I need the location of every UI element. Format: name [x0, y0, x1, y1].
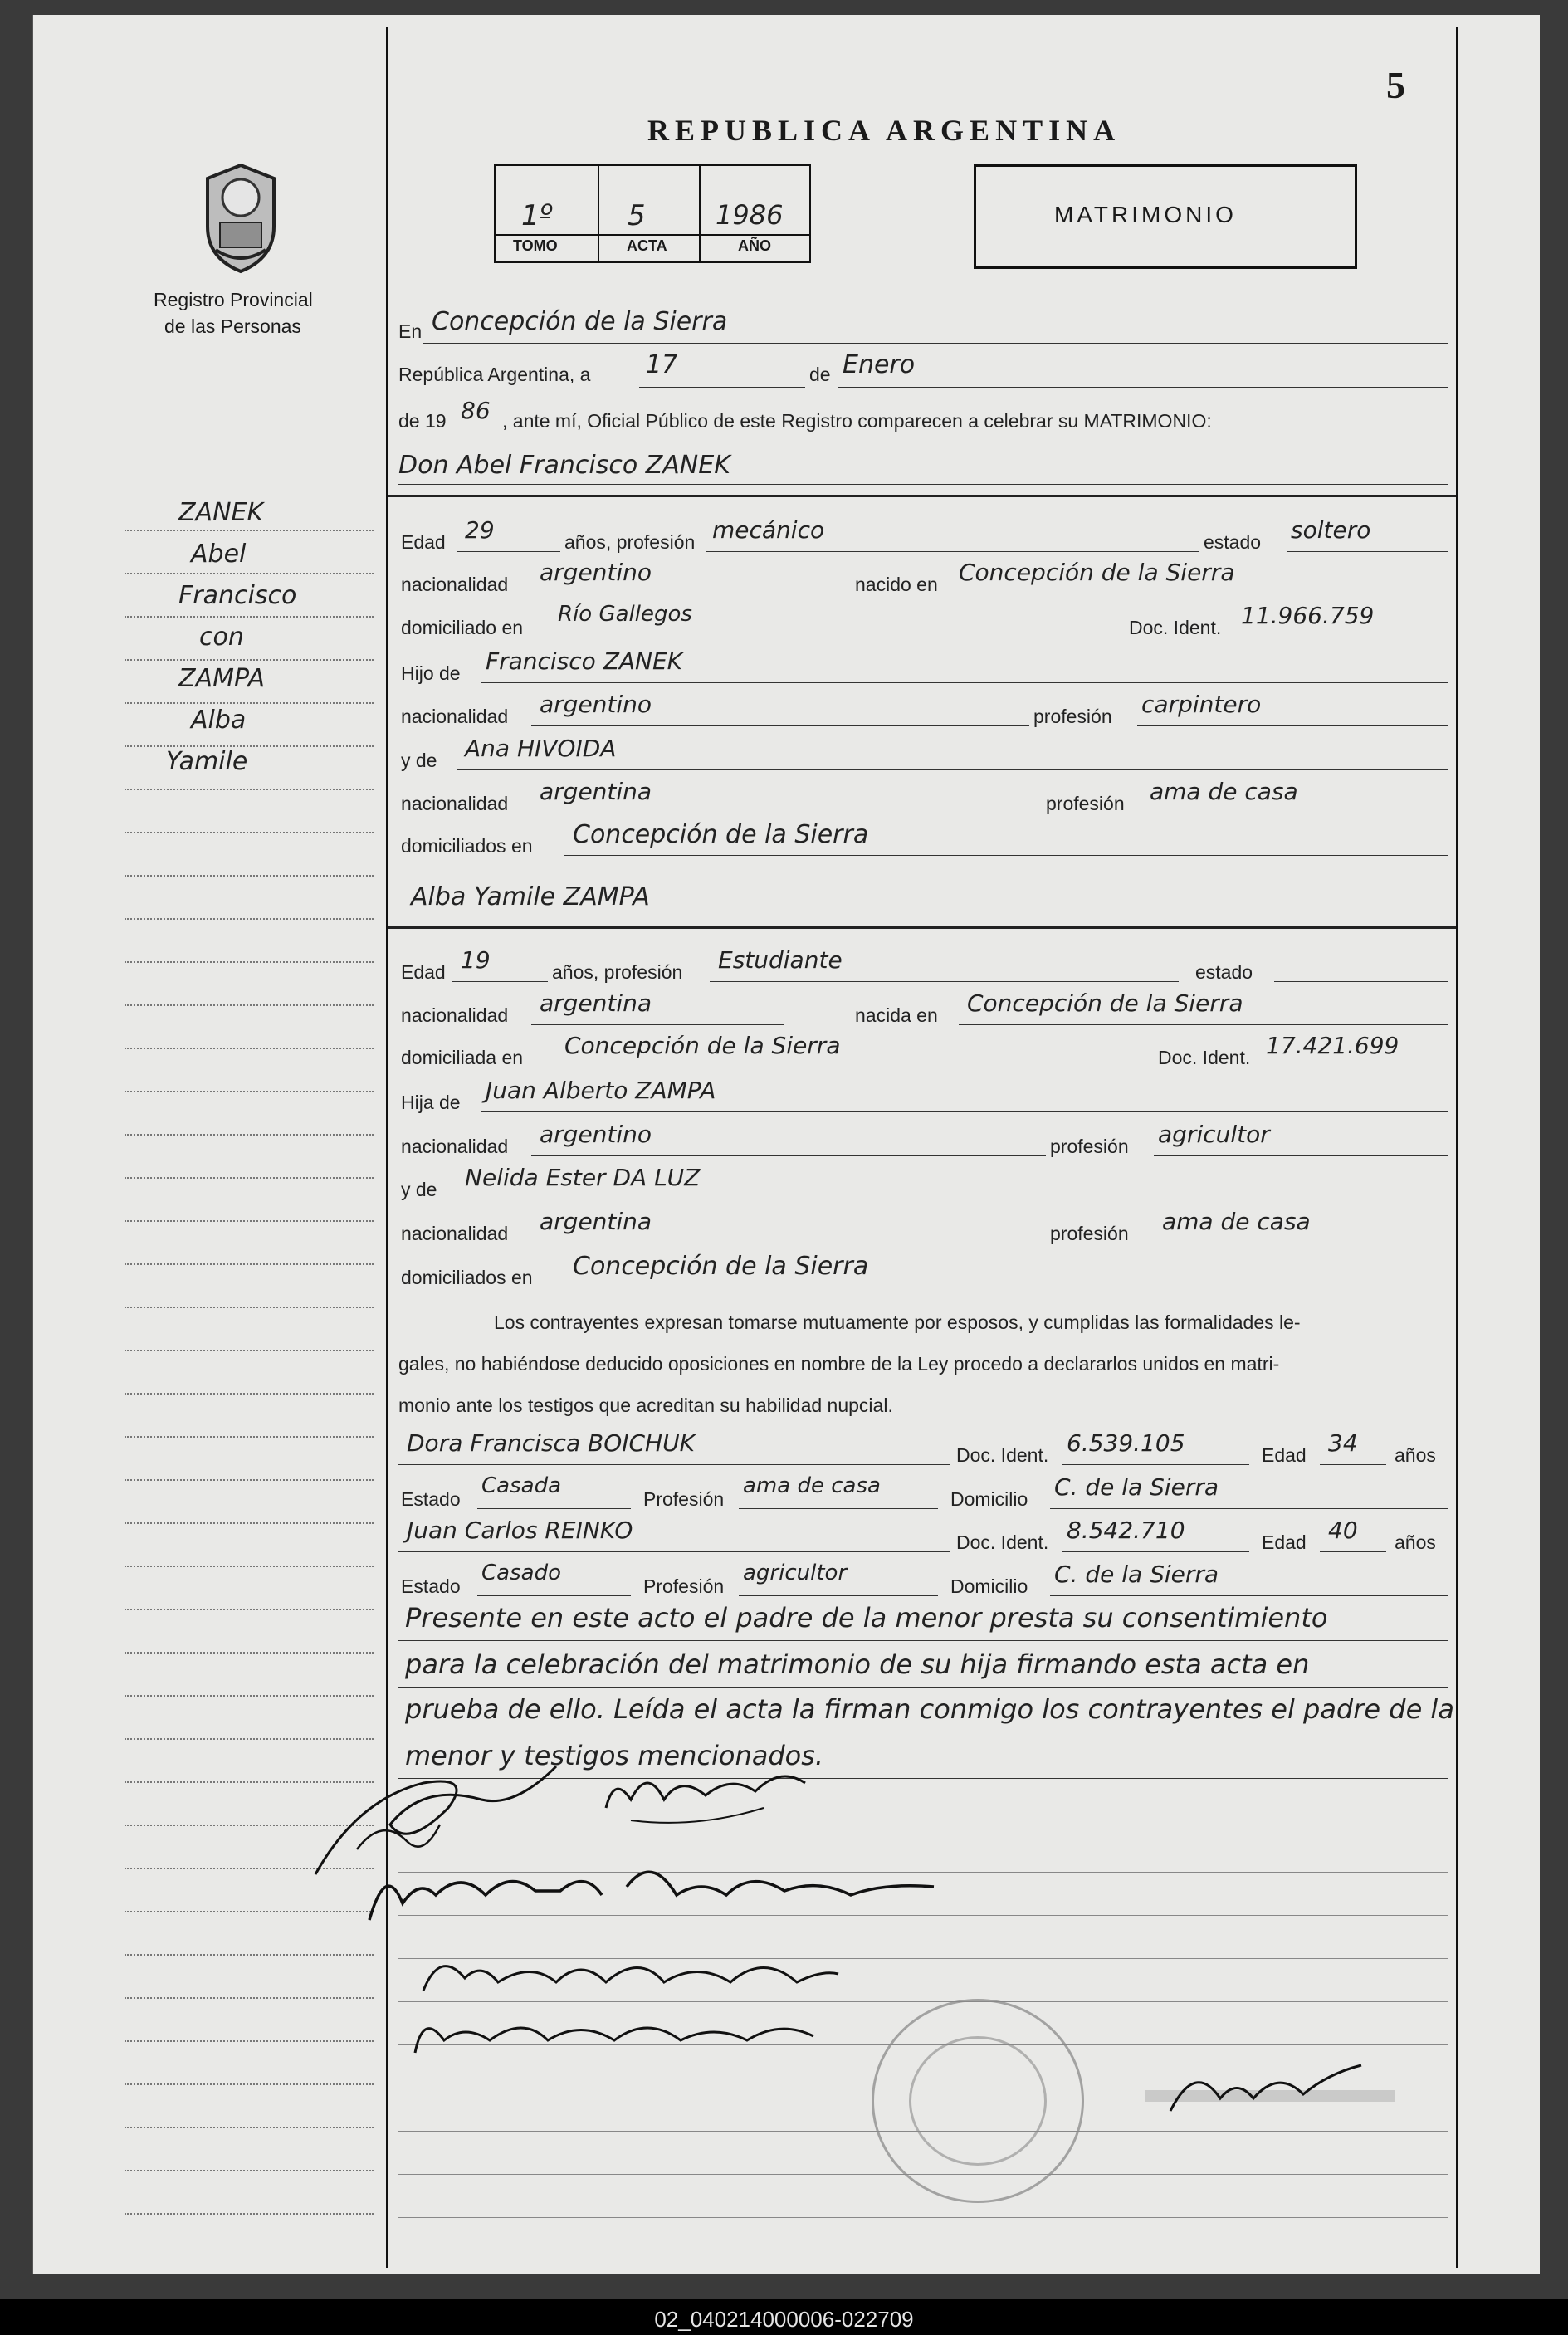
registry-line-1: Registro Provincial — [154, 289, 313, 310]
witness-profession: agricultor — [743, 1561, 848, 1585]
edad-label: Edad — [1262, 1531, 1307, 1553]
profesion-label: Profesión — [643, 1575, 725, 1597]
groom-domicile: Río Gallegos — [558, 602, 692, 627]
nacionalidad-label: nacionalidad — [401, 1223, 509, 1244]
margin-dotted-line — [125, 1177, 374, 1179]
nacionalidad-label: nacionalidad — [401, 706, 509, 727]
margin-name: Francisco — [178, 581, 297, 610]
day-value: 17 — [646, 350, 678, 379]
profesion-label: profesión — [1033, 706, 1112, 727]
witness-name-line — [398, 1464, 950, 1465]
nacionalidad-label: nacionalidad — [401, 793, 509, 814]
margin-dotted-line — [125, 745, 374, 747]
witness-name: Dora Francisca BOICHUK — [407, 1429, 695, 1457]
margin-dotted-line — [125, 2170, 374, 2171]
bride-civil-status-line — [1274, 981, 1448, 982]
day-line — [639, 387, 805, 388]
nacido-en-label: nacido en — [855, 574, 938, 595]
declaration-line: Los contrayentes expresan tomarse mutuamente por esposos, y cumplidas las formalidades le- — [494, 1312, 1301, 1333]
record-type: MATRIMONIO — [1054, 202, 1237, 227]
anios-label: años — [1395, 1531, 1436, 1553]
bride-father-nationality: argentino — [540, 1121, 652, 1148]
groom-civil-status-line — [1287, 551, 1448, 552]
margin-dotted-line — [125, 1436, 374, 1438]
observation-line: para la celebración del matrimonio de su hija firmando esta acta en — [405, 1649, 1310, 1680]
margin-dotted-line — [125, 1350, 374, 1351]
domicilio-label: Domicilio — [950, 1575, 1028, 1597]
groom-father: Francisco ZANEK — [486, 647, 683, 675]
bride-rule — [388, 926, 1456, 929]
margin-dotted-line — [125, 1048, 374, 1049]
margin-dotted-line — [125, 1091, 374, 1092]
anio-label: AÑO — [738, 237, 771, 254]
father-signature — [353, 1845, 950, 1941]
bride-profession: Estudiante — [718, 946, 843, 974]
edad-label: Edad — [401, 961, 446, 983]
bride-full-name: Alba Yamile ZAMPA — [411, 882, 650, 911]
estado-label: estado — [1195, 961, 1253, 983]
groom-parents-domicile-line — [564, 855, 1448, 856]
margin-dotted-line — [125, 1263, 374, 1265]
margin-name: Alba — [191, 706, 247, 735]
scan-id: 02_040214000006-022709 — [654, 2307, 914, 2332]
groom-parents-domicile: Concepción de la Sierra — [573, 820, 869, 849]
doc-ident-label: Doc. Ident. — [956, 1444, 1049, 1466]
groom-mother-nationality: argentina — [540, 778, 652, 805]
margin-dotted-line — [125, 1522, 374, 1524]
margin-dotted-line — [125, 1479, 374, 1481]
margin-dotted-line — [125, 961, 374, 963]
month-value: Enero — [843, 350, 916, 379]
groom-mother-profession: ama de casa — [1150, 778, 1298, 805]
anios-profesion-label: años, profesión — [552, 961, 683, 983]
margin-dotted-line — [125, 2213, 374, 2215]
groom-birthplace: Concepción de la Sierra — [959, 559, 1235, 586]
estado-label: estado — [1204, 531, 1262, 553]
margin-dotted-line — [125, 1738, 374, 1740]
witness-status-line — [477, 1595, 631, 1596]
groom-age-line — [457, 551, 560, 552]
republica-label: República Argentina, a — [398, 364, 591, 385]
declaration-line: gales, no habiéndose deducido oposiciones en nombre de la Ley procedo a declararlos unidos en matri- — [398, 1353, 1280, 1375]
month-line — [838, 387, 1448, 388]
margin-name: ZANEK — [178, 498, 264, 527]
witness-profession: ama de casa — [743, 1473, 881, 1498]
groom-mother-line — [457, 769, 1448, 770]
nacionalidad-label: nacionalidad — [401, 1136, 509, 1157]
groom-full-name: Don Abel Francisco ZANEK — [398, 451, 730, 480]
margin-dotted-line — [125, 1695, 374, 1697]
nacionalidad-label: nacionalidad — [401, 1004, 509, 1026]
profesion-label: profesión — [1050, 1136, 1129, 1157]
doc-ident-label: Doc. Ident. — [956, 1531, 1049, 1553]
bride-birthplace: Concepción de la Sierra — [967, 989, 1243, 1017]
margin-dotted-line — [125, 1004, 374, 1006]
groom-father-line — [481, 682, 1448, 683]
margin-dotted-line — [125, 1307, 374, 1308]
margin-dotted-line — [125, 2127, 374, 2128]
officer-signature — [1145, 2053, 1395, 2140]
margin-dotted-line — [125, 702, 374, 704]
observation-underline — [398, 1687, 1448, 1688]
domicilio-label: Domicilio — [950, 1488, 1028, 1510]
margin-dotted-line — [125, 1911, 374, 1912]
official-round-stamp-inner — [909, 2036, 1047, 2166]
en-label: En — [398, 320, 423, 342]
margin-dotted-line — [125, 1954, 374, 1956]
witness2-signature — [398, 2003, 830, 2065]
domiciliados-label: domiciliados en — [401, 1267, 533, 1288]
profesion-label: profesión — [1046, 793, 1125, 814]
groom-name-line — [398, 484, 1448, 485]
year-prefix: de 19 — [398, 410, 447, 432]
declaration-line: monio ante los testigos que acreditan su habilidad nupcial. — [398, 1395, 893, 1416]
groom-father-profession-line — [1137, 725, 1448, 726]
de-label: de — [809, 364, 831, 385]
margin-dotted-line — [125, 1220, 374, 1222]
domiciliado-label: domiciliado en — [401, 617, 524, 638]
groom-father-nationality: argentino — [540, 691, 652, 718]
bride-father: Juan Alberto ZAMPA — [486, 1077, 716, 1104]
year-suffix: 86 — [461, 397, 491, 424]
edad-label: Edad — [1262, 1444, 1307, 1466]
bride-age-line — [452, 981, 548, 982]
bride-mother-profession: ama de casa — [1162, 1208, 1311, 1235]
bride-father-profession-line — [1154, 1155, 1448, 1156]
right-border — [1456, 27, 1458, 2268]
bride-signature — [598, 1750, 813, 1837]
observation-underline — [398, 1640, 1448, 1641]
witness-age: 40 — [1328, 1517, 1358, 1544]
margin-name: Yamile — [166, 747, 248, 776]
margin-dotted-line — [125, 659, 374, 661]
anio-value: 1986 — [716, 199, 784, 231]
bride-profession-line — [710, 981, 1179, 982]
tomo-label: TOMO — [513, 237, 558, 254]
margin-dotted-line — [125, 1393, 374, 1395]
observation-line: Presente en este acto el padre de la menor presta su consentimiento — [405, 1602, 1328, 1634]
acta-label: ACTA — [627, 237, 667, 254]
observation-line: menor y testigos mencionados. — [405, 1740, 824, 1771]
groom-civil-status: soltero — [1291, 516, 1371, 544]
ante-mi-text: , ante mí, Oficial Público de este Registro comparecen a celebrar su MATRIMONIO: — [502, 410, 1212, 432]
witness-domicile: C. de la Sierra — [1054, 1561, 1219, 1588]
margin-dotted-line — [125, 1652, 374, 1654]
place-line — [423, 343, 1448, 344]
groom-profession: mecánico — [712, 516, 825, 544]
bride-parents-domicile: Concepción de la Sierra — [573, 1252, 869, 1281]
witness-status: Casada — [481, 1473, 562, 1498]
witness-age-line — [1320, 1464, 1386, 1465]
doc-ident-label: Doc. Ident. — [1129, 617, 1222, 638]
margin-name: ZAMPA — [178, 664, 266, 693]
witness-domicile: C. de la Sierra — [1054, 1473, 1219, 1501]
witness-name-line — [398, 1551, 950, 1552]
observation-line: prueba de ello. Leída el acta la firman conmigo los contrayentes el padre de la — [405, 1693, 1454, 1725]
y-de-label: y de — [401, 1179, 437, 1200]
margin-name: con — [199, 623, 244, 652]
witness-doc-line — [1062, 1464, 1249, 1465]
margin-name: Abel — [191, 540, 247, 569]
domiciliada-label: domiciliada en — [401, 1047, 524, 1068]
bride-mother: Nelida Ester DA LUZ — [465, 1164, 701, 1191]
margin-dotted-line — [125, 2083, 374, 2085]
groom-father-nationality-line — [531, 725, 1029, 726]
provincial-seal-icon — [195, 160, 286, 276]
anios-profesion-label: años, profesión — [564, 531, 696, 553]
margin-dotted-line — [125, 2040, 374, 2042]
bride-birthplace-line — [959, 1024, 1448, 1025]
groom-mother: Ana HIVOIDA — [465, 735, 617, 762]
margin-dotted-line — [125, 789, 374, 790]
estado-label: Estado — [401, 1575, 461, 1597]
profesion-label: profesión — [1050, 1223, 1129, 1244]
document-page — [32, 15, 1540, 2274]
bride-nationality-line — [531, 1024, 784, 1025]
bride-age: 19 — [461, 946, 491, 974]
anios-label: años — [1395, 1444, 1436, 1466]
witness-age: 34 — [1328, 1429, 1358, 1457]
doc-ident-label: Doc. Ident. — [1158, 1047, 1251, 1068]
witness-doc-line — [1062, 1551, 1249, 1552]
bride-nationality: argentina — [540, 989, 652, 1017]
margin-dotted-line — [125, 875, 374, 877]
witness-age-line — [1320, 1551, 1386, 1552]
witness-status-line — [477, 1508, 631, 1509]
hija-de-label: Hija de — [401, 1092, 461, 1113]
margin-dotted-line — [125, 573, 374, 574]
edad-label: Edad — [401, 531, 446, 553]
groom-doc: 11.966.759 — [1241, 602, 1375, 629]
bride-father-profession: agricultor — [1158, 1121, 1270, 1148]
y-de-label: y de — [401, 750, 437, 771]
margin-dotted-line — [125, 616, 374, 618]
witness-domicile-line — [1050, 1508, 1448, 1509]
blank-rule — [398, 2217, 1448, 2218]
margin-dotted-line — [125, 1134, 374, 1136]
witness-domicile-line — [1050, 1595, 1448, 1596]
witness-profession-line — [739, 1595, 938, 1596]
bride-father-line — [481, 1111, 1448, 1112]
hijo-de-label: Hijo de — [401, 662, 461, 684]
profesion-label: Profesión — [643, 1488, 725, 1510]
groom-profession-line — [706, 551, 1199, 552]
registry-line-2: de las Personas — [164, 315, 301, 337]
bride-father-nationality-line — [531, 1155, 1046, 1156]
nacida-en-label: nacida en — [855, 1004, 938, 1026]
witness-doc: 8.542.710 — [1067, 1517, 1185, 1544]
country-title: REPUBLICA ARGENTINA — [647, 114, 1121, 147]
witness1-signature — [415, 1945, 847, 2007]
bride-domicile: Concepción de la Sierra — [564, 1032, 841, 1059]
groom-age: 29 — [465, 516, 495, 544]
estado-label: Estado — [401, 1488, 461, 1510]
groom-rule — [388, 495, 1456, 497]
margin-dotted-line — [125, 1566, 374, 1567]
margin-dotted-line — [125, 1997, 374, 1999]
witness-doc: 6.539.105 — [1067, 1429, 1185, 1457]
margin-dotted-line — [125, 530, 374, 531]
bride-mother-nationality: argentina — [540, 1208, 652, 1235]
groom-nationality: argentino — [540, 559, 652, 586]
page-number: 5 — [1386, 64, 1405, 106]
domiciliados-label: domiciliados en — [401, 835, 533, 857]
witness-profession-line — [739, 1508, 938, 1509]
witness-status: Casado — [481, 1561, 561, 1585]
place-value: Concepción de la Sierra — [432, 307, 728, 336]
tomo-value: 1º — [521, 199, 553, 232]
acta-value: 5 — [628, 199, 646, 232]
margin-dotted-line — [125, 918, 374, 920]
margin-dotted-line — [125, 832, 374, 833]
groom-father-profession: carpintero — [1141, 691, 1262, 718]
bride-doc: 17.421.699 — [1266, 1032, 1399, 1059]
margin-dotted-line — [125, 1609, 374, 1610]
witness-name: Juan Carlos REINKO — [407, 1517, 633, 1544]
nacionalidad-label: nacionalidad — [401, 574, 509, 595]
